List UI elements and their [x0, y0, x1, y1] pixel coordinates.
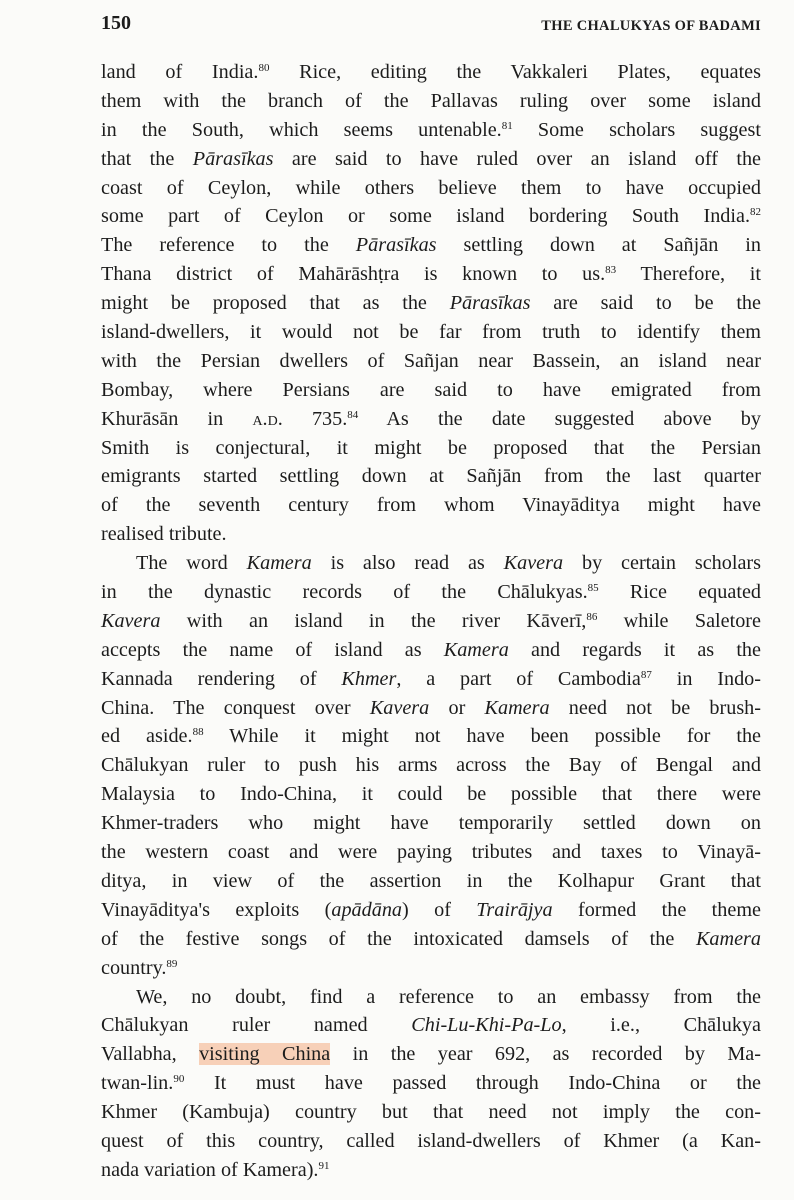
text-line	[101, 462, 761, 491]
text-span: are said to have ruled over an island off the	[273, 147, 761, 170]
text-line	[101, 116, 761, 145]
text-line	[101, 838, 761, 867]
small-caps-text: a.d.	[252, 407, 283, 430]
text-span: Khmer-traders who might have temporarily settled down on	[101, 812, 761, 835]
text-span: realised tribute.	[101, 523, 227, 546]
italic-term: Kavera	[369, 696, 430, 719]
text-span: ed aside.	[101, 725, 193, 748]
text-line	[101, 87, 761, 116]
text-span: need not be brush-	[549, 696, 762, 719]
text-span: some part of Ceylon or some island bordering South India.	[101, 205, 750, 228]
text-line	[101, 607, 761, 636]
footnote-ref: 88	[192, 726, 204, 739]
page-header	[101, 12, 761, 42]
text-line	[101, 405, 761, 434]
text-line	[101, 722, 761, 751]
italic-term: Kamera	[695, 927, 761, 950]
text-line	[101, 1098, 761, 1127]
text-span: emigrants started settling down at Sañjān from the last quarter	[101, 465, 761, 488]
footnote-ref: 87	[640, 668, 652, 681]
text-line	[101, 145, 761, 174]
text-line	[101, 231, 761, 260]
text-span: Therefore, it	[616, 263, 761, 286]
italic-term: Trairājya	[476, 898, 553, 921]
text-span: Chālukyan ruler to push his arms across the Bay of Bengal and	[101, 754, 761, 777]
text-line	[101, 202, 761, 231]
text-line	[101, 665, 761, 694]
text-line	[101, 434, 761, 463]
text-span: twan-lin.	[101, 1072, 174, 1095]
text-span: quest of this country, called island-dwellers of Khmer (a Kan-	[101, 1129, 761, 1152]
text-line	[101, 1069, 761, 1098]
footnote-ref: 89	[166, 957, 178, 970]
text-span: with the Persian dwellers of Sañjan near Bassein, an island near	[101, 349, 761, 372]
text-span: As the date suggested above by	[358, 407, 761, 430]
text-line	[101, 260, 761, 289]
text-span: Rice equated	[598, 581, 761, 604]
text-span: and regards it as the	[508, 638, 761, 661]
footnote-ref: 83	[605, 264, 617, 277]
text-line	[101, 983, 761, 1012]
footnote-ref: 81	[501, 119, 513, 132]
text-line	[101, 376, 761, 405]
text-span: in the year 692, as recorded by Ma-	[330, 1043, 761, 1066]
italic-term: Chi-Lu-Khi-Pa-Lo	[411, 1014, 562, 1037]
text-line	[101, 1127, 761, 1156]
text-span: nada variation of Kamera).	[101, 1158, 319, 1181]
text-line	[101, 896, 761, 925]
text-span: Rice, editing the Vakkaleri Plates, equates	[269, 61, 761, 83]
page-number: 150	[101, 12, 131, 34]
text-span: the western coast and were paying tributes and taxes to Vinayā-	[101, 841, 761, 864]
text-span: might be proposed that as the	[101, 292, 450, 315]
text-span: with an island in the river Kāverī,	[160, 609, 587, 632]
text-span: settling down at Sañjān in	[436, 234, 761, 257]
text-span: in Indo-	[651, 667, 762, 690]
footnote-ref: 80	[258, 62, 270, 74]
text-line	[101, 867, 761, 896]
italic-term: Pārasīkas	[192, 147, 274, 170]
text-span: China. The conquest over	[101, 696, 370, 719]
footnote-ref: 82	[750, 206, 761, 219]
text-span: 735.	[282, 407, 348, 430]
text-span: are said to be the	[530, 292, 761, 315]
italic-term: Kamera	[246, 552, 312, 575]
text-line	[101, 520, 761, 549]
text-span: coast of Ceylon, while others believe them to have occupied	[101, 176, 761, 199]
text-span: Khurāsān in	[101, 407, 253, 430]
text-line	[101, 780, 761, 809]
text-line	[101, 925, 761, 954]
text-span: Malaysia to Indo-China, it could be possible that there were	[101, 783, 761, 806]
footnote-ref: 91	[318, 1159, 330, 1172]
italic-term: Kavera	[101, 609, 161, 632]
italic-term: Kamera	[443, 638, 509, 661]
text-span: ) of	[402, 898, 477, 921]
text-line	[101, 318, 761, 347]
text-line	[101, 174, 761, 203]
text-span: formed the theme	[552, 898, 761, 921]
text-span: Some scholars suggest	[512, 118, 761, 141]
text-line	[101, 1040, 761, 1069]
text-span: , i.e., Chālukya	[561, 1014, 761, 1037]
text-span: , a part of Cambodia	[396, 667, 641, 690]
text-span: Thana district of Mahārāshṭra is known to us.	[101, 263, 606, 286]
text-span: of the festive songs of the intoxicated damsels of the	[101, 927, 696, 950]
text-span: land of India.	[101, 61, 259, 83]
text-line	[101, 578, 761, 607]
text-span: Smith is conjectural, it might be proposed that the Persian	[101, 436, 761, 459]
text-span: It must have passed through Indo-China or the	[184, 1072, 761, 1095]
text-span: The word	[136, 552, 247, 575]
text-line	[101, 1011, 761, 1040]
running-title: THE CHALUKYAS OF BADAMI	[541, 18, 761, 34]
text-line	[101, 289, 761, 318]
text-span: country.	[101, 956, 167, 979]
italic-term: Pārasīkas	[355, 234, 437, 257]
text-span: Khmer (Kambuja) country but that need not imply the con-	[101, 1101, 761, 1124]
italic-term: Kavera	[503, 552, 564, 575]
italic-term: Pārasīkas	[449, 292, 531, 315]
body-text	[101, 58, 761, 1185]
italic-term: Kamera	[484, 696, 550, 719]
text-span: in the dynastic records of the Chālukyas.	[101, 581, 588, 604]
text-line	[101, 809, 761, 838]
text-span: ditya, in view of the assertion in the Kolhapur Grant that	[101, 869, 761, 892]
text-span: Chālukyan ruler named	[101, 1014, 412, 1037]
text-line	[101, 751, 761, 780]
text-line	[101, 1156, 761, 1185]
text-span: island-dwellers, it would not be far from truth to identify them	[101, 321, 761, 344]
text-line	[101, 549, 761, 578]
footnote-ref: 86	[586, 610, 598, 623]
text-span: Kannada rendering of	[101, 667, 342, 690]
italic-term: apādāna	[331, 898, 402, 921]
footnote-ref: 84	[347, 408, 359, 421]
text-line	[101, 58, 761, 87]
text-span: Vinayāditya's exploits (	[101, 898, 332, 921]
text-span: in the South, which seems untenable.	[101, 118, 502, 141]
text-span: them with the branch of the Pallavas ruling over some island	[101, 89, 761, 112]
text-line	[101, 694, 761, 723]
text-line	[101, 954, 761, 983]
footnote-ref: 90	[173, 1073, 185, 1086]
italic-term: Khmer	[341, 667, 397, 690]
text-span: Bombay, where Persians are said to have emigrated from	[101, 378, 761, 401]
text-span: by certain scholars	[563, 552, 761, 575]
text-line	[101, 636, 761, 665]
text-span: of the seventh century from whom Vinayāditya might have	[101, 494, 761, 517]
text-span: The reference to the	[101, 234, 356, 257]
text-line	[101, 491, 761, 520]
text-span: that the	[101, 147, 193, 170]
highlighted-text: visiting China	[199, 1043, 331, 1066]
text-span: While it might not have been possible for the	[203, 725, 761, 748]
text-span: accepts the name of island as	[101, 638, 444, 661]
text-span: Vallabha,	[101, 1043, 200, 1066]
footnote-ref: 85	[587, 582, 599, 595]
text-line	[101, 347, 761, 376]
text-span: while Saletore	[597, 609, 761, 632]
text-span: We, no doubt, find a reference to an embassy from the	[136, 985, 761, 1008]
text-span: or	[429, 696, 485, 719]
text-span: is also read as	[311, 552, 504, 575]
